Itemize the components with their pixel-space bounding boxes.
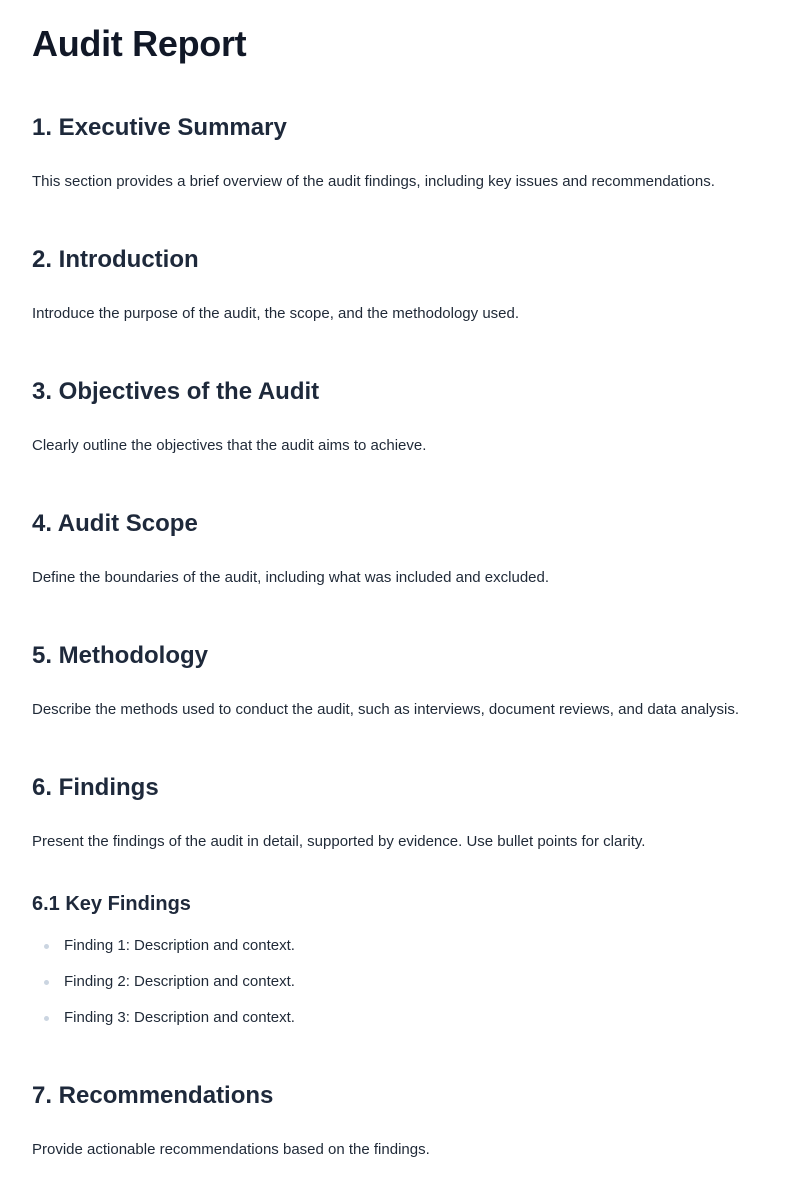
section-text-findings: Present the findings of the audit in detail, supported by evidence. Use bullet points for clarity. (32, 833, 646, 850)
list-item-text: Finding 2: Description and context. (64, 973, 295, 990)
section-heading-findings: 6. Findings (32, 774, 159, 801)
bullet-icon (44, 1016, 49, 1021)
list-item (32, 936, 295, 972)
subsection-heading-key-findings: 6.1 Key Findings (32, 893, 191, 915)
section-text-recommendations: Provide actionable recommendations based on the findings. (32, 1141, 430, 1158)
list-item (32, 1008, 295, 1044)
section-heading-introduction: 2. Introduction (32, 246, 199, 273)
bullet-icon (44, 980, 49, 985)
section-text-introduction: Introduce the purpose of the audit, the scope, and the methodology used. (32, 305, 520, 322)
document-title: Audit Report (32, 23, 247, 64)
list-item (32, 972, 295, 1008)
section-text-methodology: Describe the methods used to conduct the audit, such as interviews, document reviews, and data analysis. (32, 701, 740, 718)
section-heading-methodology: 5. Methodology (32, 642, 208, 669)
section-heading-executive-summary: 1. Executive Summary (32, 114, 287, 141)
list-item-text: Finding 3: Description and context. (64, 1009, 295, 1026)
section-heading-recommendations: 7. Recommendations (32, 1082, 274, 1109)
section-text-executive-summary: This section provides a brief overview of the audit findings, including key issues and recommendations. (32, 173, 715, 190)
section-text-objectives: Clearly outline the objectives that the audit aims to achieve. (32, 437, 427, 454)
key-findings-list (32, 936, 295, 1044)
bullet-icon (44, 944, 49, 949)
section-heading-audit-scope: 4. Audit Scope (32, 510, 198, 537)
section-heading-objectives: 3. Objectives of the Audit (32, 378, 320, 405)
list-item-text: Finding 1: Description and context. (64, 937, 295, 954)
section-text-audit-scope: Define the boundaries of the audit, including what was included and excluded. (32, 569, 550, 586)
